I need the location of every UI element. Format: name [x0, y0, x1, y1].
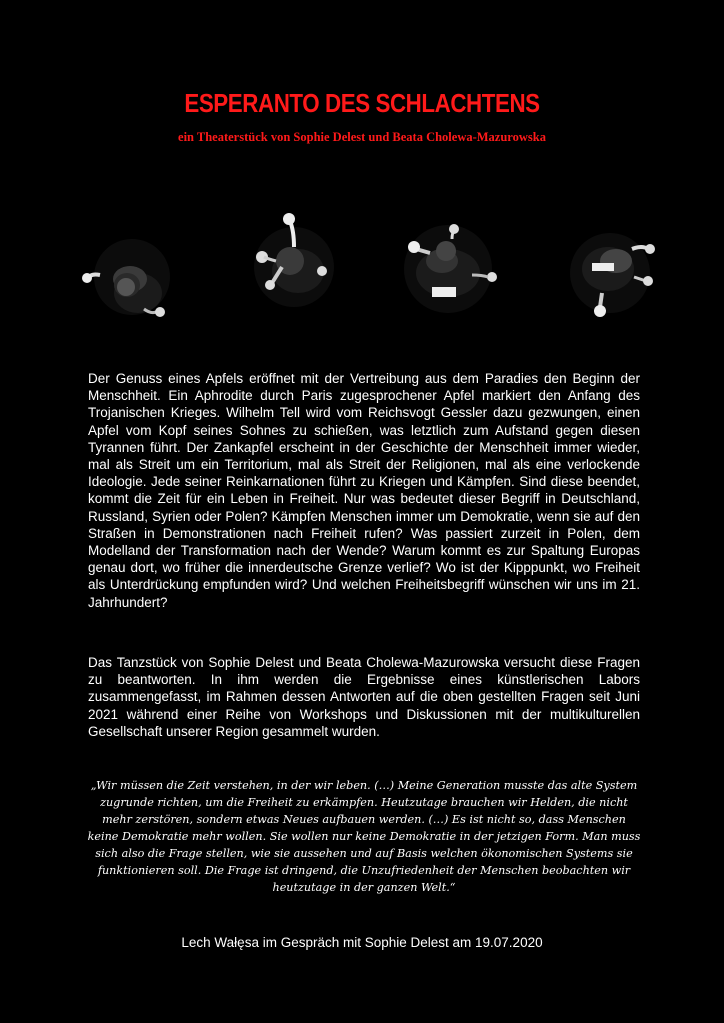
project-paragraph: Das Tanzstück von Sophie Delest und Beata Cholewa-Mazurowska versucht diese Fragen zu beantworten. In ihm werden die Ergebnisse eines künstlerischen Labors zusammengefasst, im Rahmen dessen Antworten auf die oben gestellten Fragen seit Juni 2021 während einer Reihe von Workshops und Diskussionen mit der multikulturellen Gesellschaft unserer Region gesammelt wurden. [88, 655, 640, 739]
quote-block: „Wir müssen die Zeit verstehen, in der wir leben. (…) Meine Generation musste das alte System zugrunde richten, um die Freiheit zu erkämpfen. Heutzutage brauchen wir Helden, die nicht mehr zerstören, sondern etwas Neues aufbauen werden. (…) Es ist nicht so, dass Menschen keine Demokratie mehr wollen. Sie wollen nur keine Demokratie in der jetzigen Form. Man muss sich also die Frage stellen, wie sie aussehen und auf Basis welchen ökonomischen Systems sie funktionieren soll. Die Frage ist dringend, die Unzufriedenheit der Menschen beobachten wir heutzutage in der ganzen Welt.“ [87, 779, 641, 894]
dancer-photo-1 [80, 223, 176, 319]
page-title: ESPERANTO DES SCHLACHTENS [184, 88, 540, 118]
dancer-photo-3 [392, 213, 502, 317]
dancer-photo-4 [564, 219, 664, 323]
dancer-photo-2 [242, 209, 338, 313]
quote-credit: Lech Wałęsa im Gespräch mit Sophie Delest am 19.07.2020 [181, 935, 543, 950]
dancer-photo-strip [70, 205, 670, 325]
page-subtitle: ein Theaterstück von Sophie Delest und Beata Cholewa-Mazurowska [178, 130, 546, 144]
intro-paragraph: Der Genuss eines Apfels eröffnet mit der Vertreibung aus dem Paradies den Beginn der Menschheit. Ein Aphrodite durch Paris zugesprochener Apfel markiert den Anfang des Trojanischen Krieges. Wilhelm Tell wird vom Reichsvogt Gessler dazu gezwungen, einen Apfel vom Kopf seines Sohnes zu schießen, was letztlich zum Aufstand gegen diesen Tyrannen führt. Der Zankapfel erscheint in der Geschichte der Menschheit immer wieder, mal als Streit um ein Territorium, mal als Streit der Religionen, mal als eine verlockende Ideologie. Jede seiner Reinkarnationen führt zu Kriegen und Kämpfen. Sind diese beendet, kommt die Zeit für ein Leben in Freiheit. Nur was bedeutet dieser Begriff in Deutschland, Russland, Syrien oder Polen? Kämpfen Menschen immer um Demokratie, wenn sie auf den Straßen in Demonstrationen nach Freiheit rufen? Was passiert zurzeit in Polen, dem Modelland der Transformation nach der Wende? Warum kommt es zur Spaltung Europas genau dort, wo früher die innerdeutsche Grenze verlief? Wo ist der Kipppunkt, wo Freiheit als Unterdrückung empfunden wird? Und welchen Freiheitsbegriff wünschen wir uns im 21. Jahrhundert? [88, 371, 640, 610]
